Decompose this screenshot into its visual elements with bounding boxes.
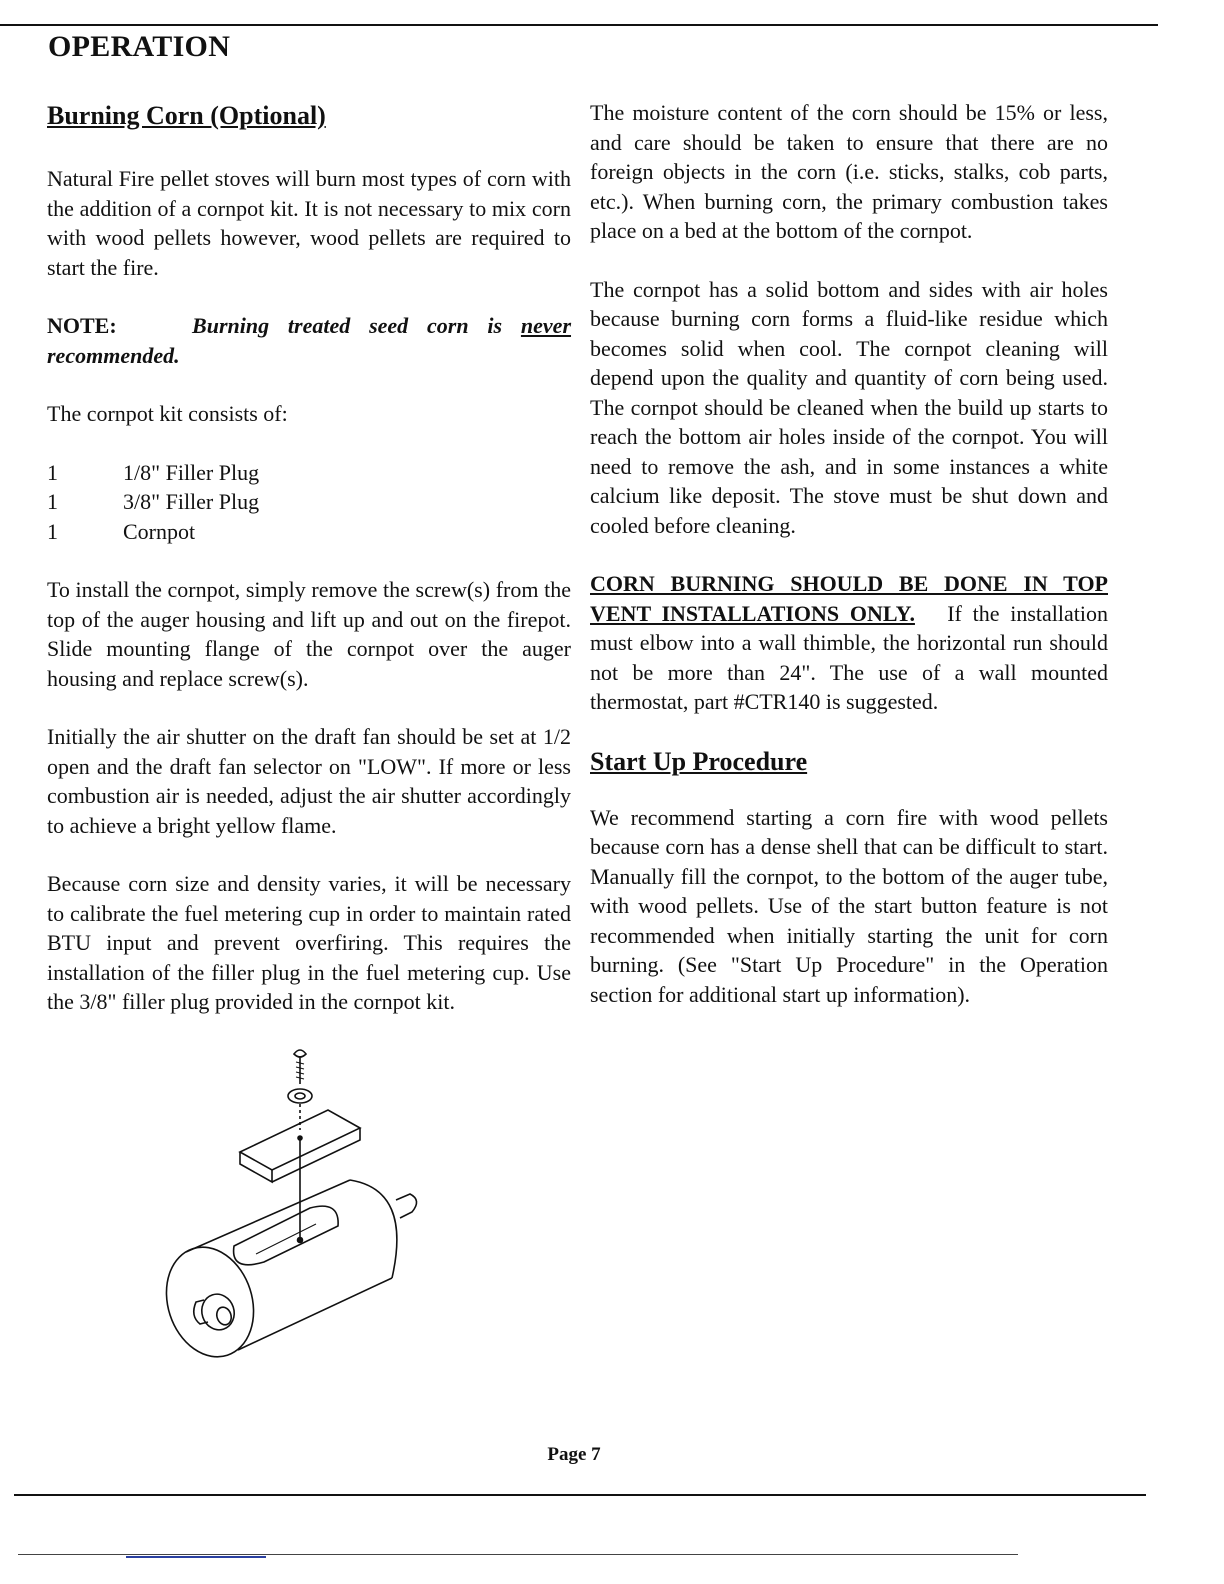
bottom-rule xyxy=(14,1494,1146,1496)
note-never: never xyxy=(520,313,572,338)
note-text-a: Burning treated seed corn is xyxy=(192,313,503,338)
note-label: NOTE: xyxy=(47,313,117,338)
part-name: Cornpot xyxy=(123,518,196,544)
footer-accent-rule xyxy=(126,1556,266,1558)
footer-rule xyxy=(18,1554,1018,1555)
part-qty: 1 xyxy=(47,518,58,544)
cornpot-cleaning-paragraph: The cornpot has a solid bottom and sides with air holes because burning corn forms a fluid-like residue which becomes solid when cool. The cornpot cleaning will depend upon the quality and quantity of corn being used. The cornpot should be cleaned when the build up starts to reach the bottom air holes inside of the cornpot. You will need to remove the ash, and in some instances a white calcium like deposit. The stove must be shut down and cooled before cleaning. xyxy=(590,276,1108,538)
air-shutter-paragraph: Initially the air shutter on the draft fan should be set at 1/2 open and the draft fan selector on "LOW". If more or less combustion air is needed, adjust the air shutter accordingly to achieve a bright yellow flame. xyxy=(47,724,571,838)
list-item xyxy=(47,458,571,488)
shaft-end-right xyxy=(396,1194,417,1218)
install-paragraph: To install the cornpot, simply remove the screw(s) from the top of the auger housing and lift up and out on the firepot. Slide mounting flange of the cornpot over the auger housing and replace screw(s). xyxy=(47,577,571,691)
intro-paragraph: Natural Fire pellet stoves will burn most types of corn with the addition of a cornpot kit. It is not necessary to mix corn with wood pellets however, wood pellets are required to start the fire. xyxy=(47,166,571,280)
metering-slot xyxy=(234,1206,339,1265)
page-number: Page 7 xyxy=(547,1444,601,1465)
calibration-paragraph: Because corn size and density varies, it will be necessary to calibrate the fuel metering cup in order to maintain rated BTU input and prevent overfiring. This requires the installation of the filler plug in the fuel metering cup. Use the 3/8" filler plug provided in the cornpot kit. xyxy=(47,871,571,1014)
section-heading-burning-corn: Burning Corn (Optional) xyxy=(47,101,326,130)
screw-head xyxy=(294,1050,306,1057)
part-name: 3/8" Filler Plug xyxy=(123,489,260,514)
top-rule xyxy=(0,24,1158,26)
part-name: 1/8" Filler Plug xyxy=(123,459,260,485)
top-vent-text: If the installation must elbow into a wall thimble, the horizontal run should not be more than 24". The use of a wall mounted thermostat, part #CTR140 is suggested. xyxy=(590,600,1109,714)
list-item xyxy=(47,487,571,517)
top-vent-warning: CORN BURNING SHOULD BE DONE IN TOP VENT INSTALLATIONS ONLY. xyxy=(590,571,1108,626)
note-text-b: recommended. xyxy=(47,342,180,368)
part-qty: 1 xyxy=(47,459,58,485)
shaft-end-left xyxy=(197,1290,239,1334)
list-item xyxy=(47,517,571,547)
start-up-paragraph: We recommend starting a corn fire with wood pellets because corn has a dense shell that can be difficult to start. Manually fill the cornpot, to the bottom of the auger tube, with wood pellets. Use of the start button feature is not recommended when initially starting the unit for corn burning. (See "Start Up Procedure" in the Operation section for additional start up information). xyxy=(590,804,1108,1007)
note-paragraph xyxy=(47,311,571,370)
moisture-paragraph: The moisture content of the corn should be 15% or less, and care should be taken to ensure that there are no foreign objects in the corn (i.e. sticks, stalks, cob parts, etc.). When burning corn, the primary combustion takes place on a bed at the bottom of the cornpot. xyxy=(590,100,1108,243)
right-column xyxy=(590,98,1108,1038)
left-column xyxy=(47,100,571,1046)
washer xyxy=(288,1089,312,1103)
kit-parts-list xyxy=(47,458,571,547)
part-qty: 1 xyxy=(47,489,58,514)
auger-housing-end xyxy=(160,1236,267,1368)
top-vent-paragraph xyxy=(590,569,1108,717)
cornpot-filler-plug-diagram xyxy=(160,1040,430,1380)
kit-intro: The cornpot kit consists of: xyxy=(47,401,288,426)
page-title: OPERATION xyxy=(48,30,231,63)
section-heading-start-up: Start Up Procedure xyxy=(590,746,808,776)
